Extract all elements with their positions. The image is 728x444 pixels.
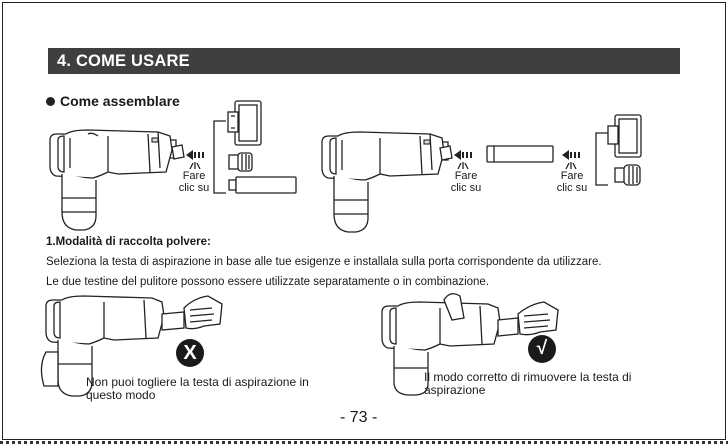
extension-tube — [486, 145, 554, 163]
subsection-title: Come assemblare — [60, 93, 180, 109]
section-title: 4. COME USARE — [48, 48, 680, 74]
click-arrow-left — [186, 149, 210, 161]
wrong-caption: Non puoi togliere la testa di aspirazione in questo modo — [86, 375, 309, 402]
wrong-mark-symbol: X — [183, 342, 197, 364]
instruction-heading: 1.Modalità di raccolta polvere: — [46, 236, 211, 248]
click-label-mid: Fare clic su — [450, 170, 482, 194]
round-brush-head-right — [614, 164, 642, 186]
click-spark-right — [564, 161, 578, 169]
click-spark-mid — [456, 161, 470, 169]
nozzle-small-left — [172, 145, 184, 159]
round-brush-head — [228, 152, 254, 172]
option-bracket-left — [212, 119, 228, 195]
wide-brush-head-right — [607, 114, 643, 158]
click-arrow-mid — [454, 149, 478, 161]
click-label-left: Fare clic su — [178, 170, 210, 194]
nozzle-small-right — [440, 146, 452, 160]
vacuum-illustration-left — [48, 128, 178, 234]
bullet-icon — [46, 97, 55, 106]
right-mark-symbol: √ — [536, 338, 548, 359]
instruction-line-1: Seleziona la testa di aspirazione in base alle tue esigenze e installala sulla porta corrispondente da utilizzare. — [46, 256, 602, 268]
instruction-line-2: Le due testine del pulitore possono essere utilizzate separatamente o in combinazione. — [46, 276, 490, 288]
click-arrow-right — [562, 149, 586, 161]
vacuum-illustration-right — [320, 130, 450, 234]
click-label-right: Fare clic su — [556, 170, 588, 194]
crevice-tool — [228, 176, 298, 194]
click-spark-left — [188, 161, 202, 169]
wide-brush-head — [227, 100, 263, 146]
subsection-heading — [46, 93, 180, 109]
right-caption: Il modo corretto di rimuovere la testa di aspirazione — [424, 370, 632, 397]
page-number: - 73 - — [340, 409, 378, 426]
